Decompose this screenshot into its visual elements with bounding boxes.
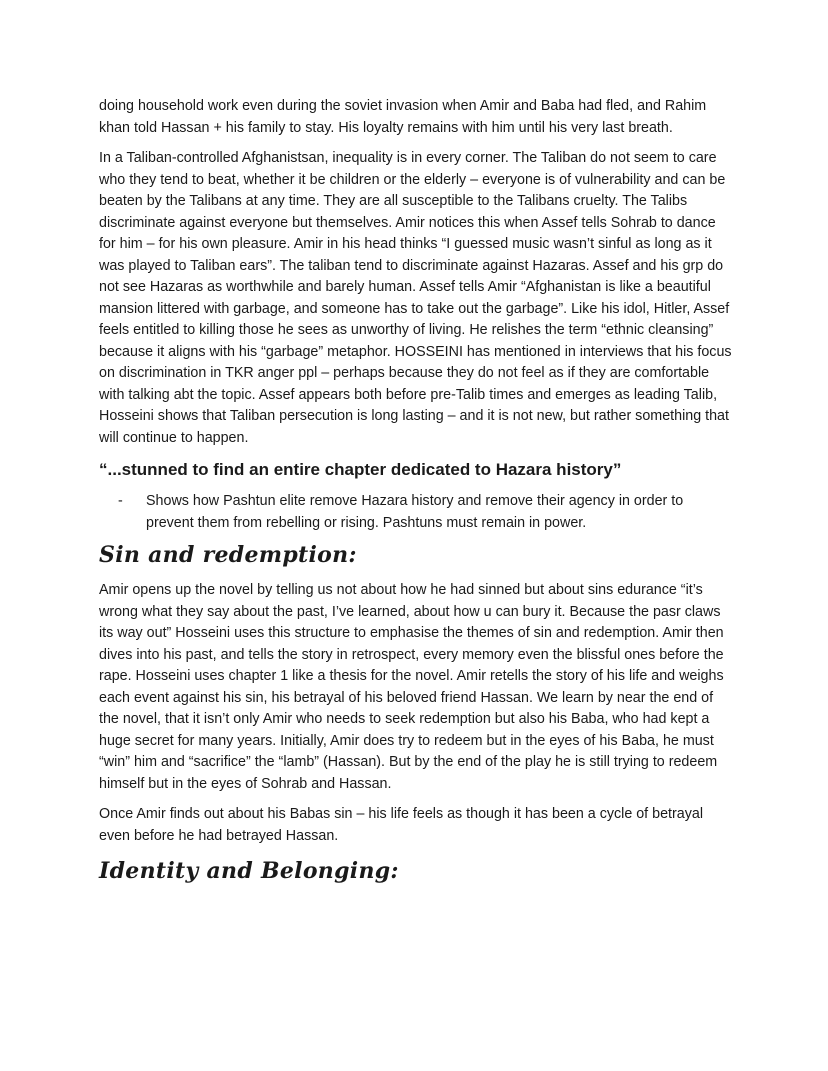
list-item (118, 491, 733, 534)
bullet-list (99, 491, 733, 534)
document-body (99, 96, 733, 896)
paragraph-sin-redemption: Amir opens up the novel by telling us not about how he had sinned but about sins edurance “it’s wrong what they say about the past, I’ve learned, about how u can bury it. Because the pasr claws its way out” Hosseini uses this structure to emphasise the themes of sin and redemption. Amir then dives into his past, and tells the story in retrospect, every memory even the blissful ones before the rape. Hosseini uses chapter 1 like a thesis for the novel. Amir retells the story of his life and weighs each event against his sin, his betrayal of his beloved friend Hassan. We learn by near the end of the novel, that it isn’t only Amir who needs to seek redemption but also his Baba, who had kept a huge secret for many years. Initially, Amir does try to redeem but in the eyes of his Baba, he must “win” him and “sacrifice” the “lamb” (Hassan). But by the end of the play he is still trying to redeem himself but in the eyes of Sohrab and Hassan. (99, 582, 724, 792)
section-heading-identity-belonging: Identity and Belonging: (99, 858, 399, 884)
bullet-marker: - (118, 493, 123, 509)
bullet-text: Shows how Pashtun elite remove Hazara history and remove their agency in order to prevent them from rebelling or rising. Pashtuns must remain in power. (146, 493, 684, 531)
paragraph-taliban-inequality: In a Taliban-controlled Afghanistsan, inequality is in every corner. The Taliban do not seem to care who they tend to beat, whether it be children or the elderly – everyone is of vulnerability and can be beaten by the Talibans at any time. They are all susceptible to the Talibans cruelty. The Talibs discriminate against everyone but themselves. Amir notices this when Assef tells Sohrab to dance for him – for his own pleasure. Amir in his head thinks “I guessed music wasn’t sinful as long as it was played to Taliban ears”. The taliban tend to discriminate against Hazaras. Assef and his grp do not see Hazaras as worthwhile and barely human. Assef tells Amir “Afghanistan is like a beautiful mansion littered with garbage, and someone has to take out the garbage”. Like his idol, Hitler, Assef feels entitled to killing those he sees as unworthy of living. He relishes the term “ethnic cleansing” because it aligns with his “garbage” metaphor. HOSSEINI has mentioned in interviews that his focus on discrimination in TKR anger ppl – perhaps because they do not feel as if they are comfortable with talking abt the topic. Assef appears both before pre-Talib times and emerges as leading Talib, Hosseini shows that Taliban persecution is long lasting – and it is not new, but rather something that will continue to happen. (99, 150, 732, 446)
quote-heading: “...stunned to find an entire chapter dedicated to Hazara history” (99, 460, 622, 479)
paragraph-loyalty: doing household work even during the soviet invasion when Amir and Baba had fled, and Rahim khan told Hassan + his family to stay. His loyalty remains with him until his very last breath. (99, 98, 707, 136)
section-heading-sin-redemption: Sin and redemption: (99, 542, 357, 568)
paragraph-babas-sin: Once Amir finds out about his Babas sin – his life feels as though it has been a cycle of betrayal even before he had betrayed Hassan. (99, 806, 703, 844)
